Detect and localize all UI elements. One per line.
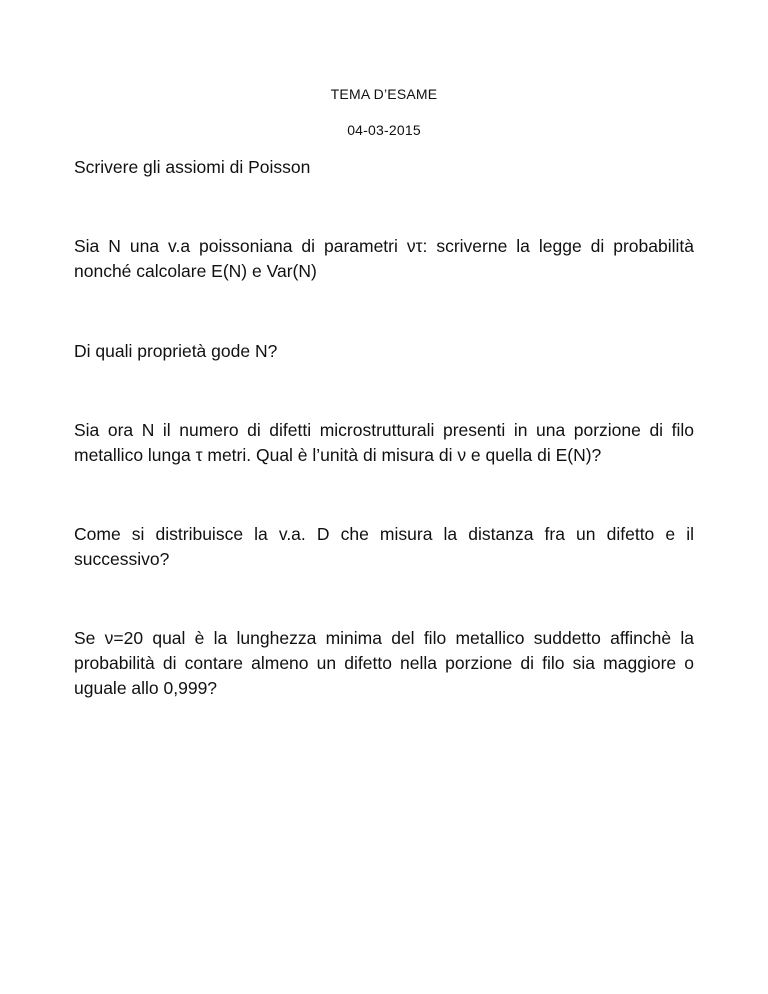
question-text: Se ν=20 qual è la lunghezza minima del filo metallico suddetto affinchè la probabilità di contare almeno un difetto nella porzione di filo sia maggiore o uguale allo 0,999? <box>74 628 694 698</box>
question-3 <box>74 339 694 364</box>
document-date: 04-03-2015 <box>347 122 421 138</box>
question-text: Come si distribuisce la v.a. D che misura la distanza fra un difetto e il successivo? <box>74 524 694 569</box>
question-text: Sia N una v.a poissoniana di parametri ντ: scriverne la legge di probabilità nonché calcolare E(N) e Var(N) <box>74 236 694 281</box>
question-4 <box>74 418 694 468</box>
question-6 <box>74 626 694 701</box>
question-text: Di quali proprietà gode N? <box>74 341 278 361</box>
question-text: Scrivere gli assiomi di Poisson <box>74 157 311 177</box>
question-1 <box>74 155 694 180</box>
question-text: Sia ora N il numero di difetti microstrutturali presenti in una porzione di filo metallico lunga τ metri. Qual è l’unità di misura di ν e quella di E(N)? <box>74 420 694 465</box>
document-title: TEMA D’ESAME <box>330 86 438 102</box>
question-2 <box>74 234 694 284</box>
question-5 <box>74 522 694 572</box>
